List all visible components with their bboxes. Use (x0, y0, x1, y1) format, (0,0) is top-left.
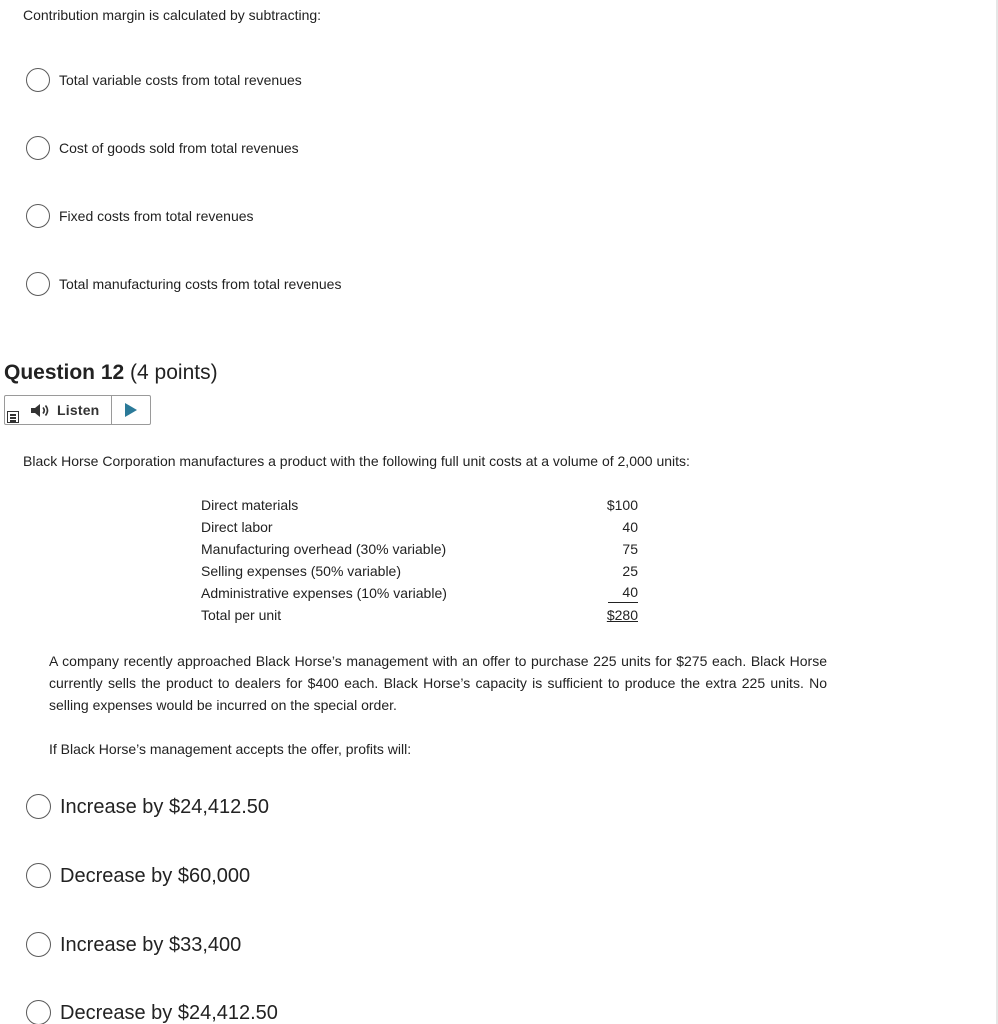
q11-option-4[interactable] (26, 272, 341, 296)
listen-button[interactable] (5, 396, 112, 424)
cost-label: Total per unit (201, 607, 282, 623)
radio-button[interactable] (26, 1000, 51, 1024)
question-points: (4 points) (130, 361, 218, 384)
option-label: Cost of goods sold from total revenues (59, 140, 299, 156)
cost-value: 40 (608, 582, 638, 603)
q12-option-2[interactable] (26, 863, 250, 888)
play-button[interactable] (112, 396, 150, 424)
table-row (201, 494, 638, 516)
cost-label: Administrative expenses (10% variable) (201, 585, 447, 601)
total-value: $280 (606, 607, 638, 623)
table-row (201, 516, 638, 538)
cost-label: Selling expenses (50% variable) (201, 563, 401, 579)
option-label: Decrease by $24,412.50 (60, 1001, 278, 1024)
cost-label: Manufacturing overhead (30% variable) (201, 541, 447, 557)
menu-icon[interactable] (7, 411, 19, 423)
cost-value: 75 (622, 541, 638, 557)
q12-option-4[interactable] (26, 1000, 278, 1024)
play-icon (125, 403, 137, 417)
listen-label: Listen (57, 402, 100, 418)
question-12-scenario: A company recently approached Black Horse’s management with an offer to purchase 225 units for $275 each. Black Horse currently sells the product to dealers for $400 each. Black Horse’s capacity is sufficient to produce the extra 225 units. No selling expenses would be incurred on the special order. (49, 653, 827, 713)
listen-control (4, 395, 151, 425)
q12-option-1[interactable] (26, 794, 269, 819)
table-row (201, 604, 638, 626)
radio-button[interactable] (26, 272, 50, 296)
radio-button[interactable] (26, 794, 51, 819)
question-12-header (4, 359, 218, 387)
option-label: Total variable costs from total revenues (59, 72, 302, 88)
question-number: Question 12 (4, 361, 125, 384)
cost-label: Direct labor (201, 519, 273, 535)
table-row (201, 538, 638, 560)
q11-option-1[interactable] (26, 68, 302, 92)
cost-label: Direct materials (201, 497, 299, 513)
question-12-intro: Black Horse Corporation manufactures a product with the following full unit costs at a volume of 2,000 units: (23, 453, 690, 469)
speaker-icon (30, 403, 52, 418)
radio-button[interactable] (26, 204, 50, 228)
q11-option-2[interactable] (26, 136, 299, 160)
option-label: Increase by $33,400 (60, 933, 242, 956)
q11-option-3[interactable] (26, 204, 254, 228)
radio-button[interactable] (26, 932, 51, 957)
option-label: Decrease by $60,000 (60, 864, 251, 887)
option-label: Increase by $24,412.50 (60, 795, 270, 818)
question-11-text: Contribution margin is calculated by subtracting: (23, 7, 322, 23)
q12-option-3[interactable] (26, 932, 241, 957)
table-row (201, 560, 638, 582)
cost-value: 25 (622, 563, 638, 579)
radio-button[interactable] (26, 863, 51, 888)
cost-table (201, 494, 638, 626)
radio-button[interactable] (26, 136, 50, 160)
cost-value: 40 (622, 519, 638, 535)
radio-button[interactable] (26, 68, 50, 92)
question-12-prompt: If Black Horse’s management accepts the offer, profits will: (49, 741, 412, 757)
option-label: Fixed costs from total revenues (59, 208, 254, 224)
option-label: Total manufacturing costs from total revenues (59, 276, 342, 292)
cost-value: $100 (606, 497, 638, 513)
table-row (201, 582, 638, 604)
